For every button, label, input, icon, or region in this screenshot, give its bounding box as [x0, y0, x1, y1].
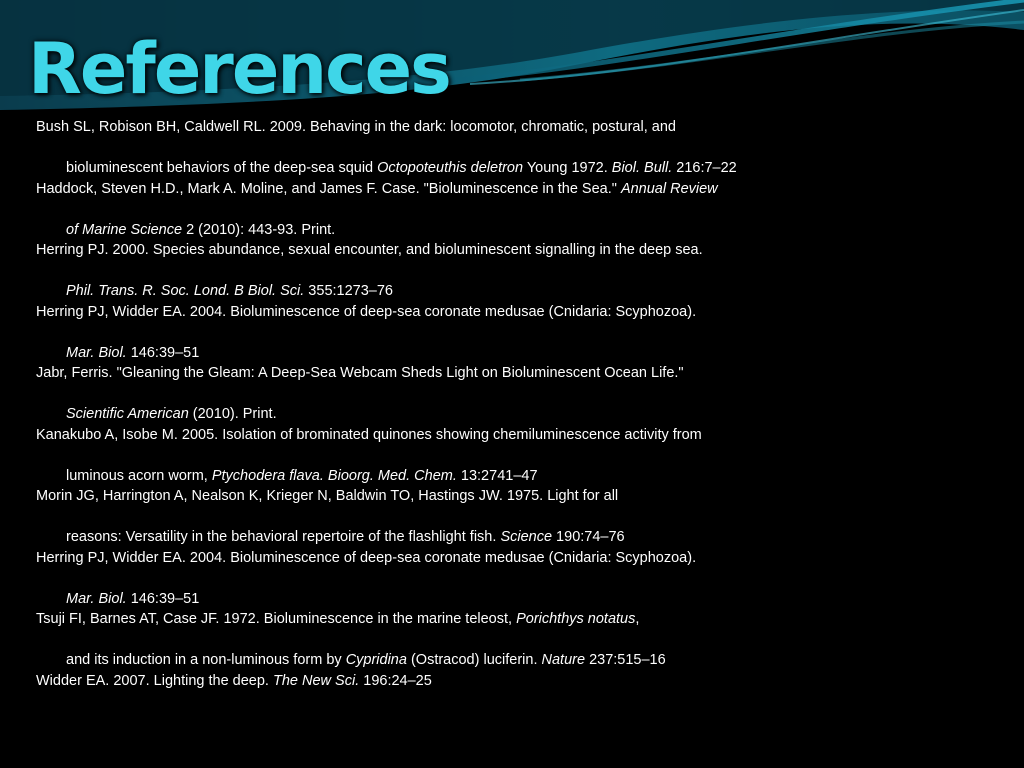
- reference-continuation-line: [36, 466, 936, 487]
- reference-text: Haddock, Steven H.D., Mark A. Moline, and James F. Case. "Bioluminescence in the Sea.": [36, 180, 621, 197]
- reference-italic-text: Biol. Bull.: [611, 160, 673, 176]
- reference-line: [36, 488, 618, 504]
- reference-text: and its induction in a non-luminous form by: [66, 652, 346, 668]
- reference-text: 237:515–16: [585, 652, 666, 668]
- reference-text: Bush SL, Robison BH, Caldwell RL. 2009. Behaving in the dark: locomotor, chromatic, postural, and: [36, 119, 676, 135]
- reference-continuation-line: [36, 220, 936, 241]
- reference-continuation-line: [36, 158, 936, 179]
- reference-item: [36, 117, 936, 179]
- reference-italic-text: Scientific American: [66, 406, 189, 422]
- reference-line: [36, 304, 696, 320]
- reference-continuation-line: [36, 281, 936, 302]
- reference-line: [36, 365, 684, 381]
- reference-item: [36, 240, 936, 302]
- reference-text: Herring PJ. 2000. Species abundance, sexual encounter, and bioluminescent signalling in the deep sea.: [36, 242, 703, 258]
- reference-text: Herring PJ, Widder EA. 2004. Bioluminescence of deep-sea coronate medusae (Cnidaria: Scyphozoa).: [36, 549, 697, 566]
- reference-item: [36, 548, 936, 610]
- reference-italic-text: Phil. Trans. R. Soc. Lond. B Biol. Sci.: [66, 283, 305, 299]
- reference-italic-text: Cypridina: [345, 652, 407, 668]
- reference-italic-text: Annual Review: [620, 180, 718, 197]
- reference-italic-text: Mar. Biol.: [66, 590, 127, 607]
- reference-item: [36, 302, 936, 364]
- reference-line: [36, 550, 696, 566]
- reference-text: 2 (2010): 443-93. Print.: [182, 221, 336, 238]
- reference-text: (Ostracod) luciferin.: [406, 652, 542, 668]
- reference-line: [36, 119, 676, 135]
- reference-item: [36, 363, 936, 425]
- reference-text: Herring PJ, Widder EA. 2004. Bioluminescence of deep-sea coronate medusae (Cnidaria: Scyphozoa).: [36, 303, 697, 320]
- reference-item: [36, 425, 936, 487]
- reference-item: [36, 609, 936, 671]
- reference-italic-text: Octopoteuthis deletron: [377, 160, 524, 176]
- reference-line: [36, 611, 639, 627]
- reference-text: 146:39–51: [126, 590, 200, 607]
- reference-text: Morin JG, Harrington A, Nealson K, Krieger N, Baldwin TO, Hastings JW. 1975. Light for all: [36, 488, 619, 504]
- reference-item: [36, 671, 936, 692]
- reference-text: 355:1273–76: [304, 283, 393, 299]
- reference-line: [36, 673, 432, 689]
- reference-line: [36, 181, 718, 197]
- reference-continuation-line: [36, 527, 936, 548]
- reference-italic-text: of Marine Science: [66, 221, 183, 238]
- reference-text: (2010). Print.: [188, 406, 277, 422]
- reference-text: Tsuji FI, Barnes AT, Case JF. 1972. Bioluminescence in the marine teleost,: [36, 611, 517, 627]
- reference-continuation-line: [36, 650, 936, 671]
- reference-italic-text: Nature: [541, 652, 586, 668]
- reference-item: [36, 179, 936, 241]
- reference-text: luminous acorn worm,: [66, 467, 212, 484]
- reference-text: Young 1972.: [523, 160, 612, 176]
- reference-italic-text: Science: [500, 529, 553, 545]
- reference-text: bioluminescent behaviors of the deep-sea squid: [66, 160, 378, 176]
- reference-line: [36, 242, 703, 258]
- reference-text: reasons: Versatility in the behavioral repertoire of the flashlight fish.: [66, 529, 501, 545]
- reference-italic-text: Ptychodera flava. Bioorg. Med. Chem.: [211, 467, 457, 484]
- reference-italic-text: Mar. Biol.: [66, 344, 127, 361]
- reference-continuation-line: [36, 343, 936, 364]
- reference-text: 196:24–25: [359, 672, 432, 689]
- reference-line: [36, 427, 702, 443]
- reference-continuation-line: [36, 404, 936, 425]
- reference-text: Jabr, Ferris. "Gleaning the Gleam: A Deep-Sea Webcam Sheds Light on Bioluminescent Ocean Life.": [36, 365, 684, 381]
- reference-continuation-line: [36, 589, 936, 610]
- reference-text: 146:39–51: [126, 344, 200, 361]
- references-list: [36, 117, 936, 691]
- slide-title: References: [28, 28, 450, 110]
- reference-text: Widder EA. 2007. Lighting the deep.: [36, 672, 273, 689]
- reference-italic-text: The New Sci.: [273, 672, 360, 689]
- reference-item: [36, 486, 936, 548]
- reference-text: 216:7–22: [672, 160, 737, 176]
- reference-text: Kanakubo A, Isobe M. 2005. Isolation of brominated quinones showing chemiluminescence activity from: [36, 426, 702, 443]
- reference-text: 13:2741–47: [456, 467, 538, 484]
- reference-text: ,: [635, 611, 640, 627]
- reference-italic-text: Porichthys notatus: [516, 611, 636, 627]
- reference-text: 190:74–76: [552, 529, 625, 545]
